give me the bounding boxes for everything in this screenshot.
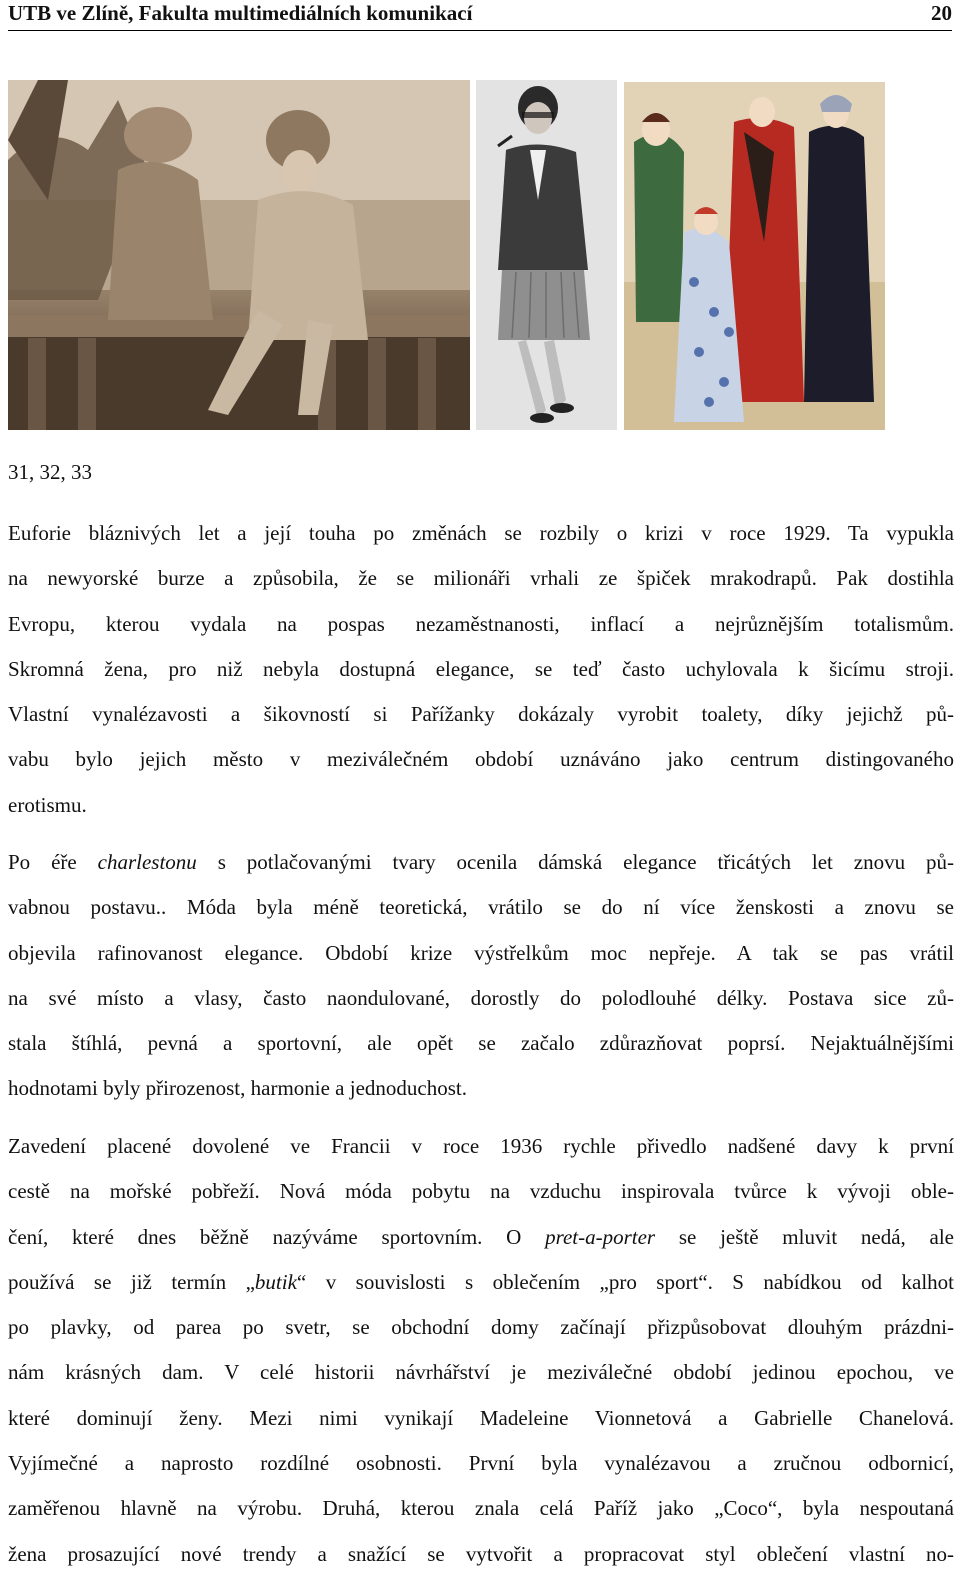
paragraph-1-line: na newyorské burze a způsobila, že se milionáři vrhali ze špiček mrakodrapů. Pak dostihla: [8, 566, 954, 591]
photo-woman-blazer: [476, 80, 617, 430]
paragraph-1-line: Vlastní vynalézavosti a šikovností si Pařížanky dokázaly vyrobit toalety, díky jejichž pů-: [8, 702, 954, 727]
paragraph-1-line: erotismu.: [8, 792, 87, 817]
paragraph-3-line: Vyjímečné a naprosto rozdílné osobnosti. První byla vynalézavou a zručnou odbornicí,: [8, 1451, 954, 1476]
paragraph-3-line: [8, 1260, 954, 1305]
text-run: Po éře: [8, 850, 98, 874]
illustration-fashion-women-art: [624, 82, 885, 430]
paragraph-1-line: vabu bylo jejich město v meziválečném období uznáváno jako centrum distingovaného: [8, 747, 954, 772]
photo-woman-blazer-art: [476, 80, 617, 430]
paragraph-3-line: Zavedení placené dovolené ve Francii v roce 1936 rychle přivedlo nadšené davy k první: [8, 1134, 954, 1158]
paragraph-2-line: na své místo a vlasy, často naondulované, dorostly do polodlouhé délky. Postava sice zů-: [8, 985, 954, 1010]
text-run: “ v souvislosti s oblečením „pro sport“. S nabídkou od kalhot: [296, 1269, 954, 1294]
page-header: [8, 0, 952, 31]
paragraph-3-line: žena prosazující nové trendy a snažící se vytvořit a propracovat styl oblečení vlastní no-: [8, 1541, 954, 1566]
paragraph-3-line: [8, 1215, 954, 1260]
paragraph-2-line: objevila rafinovanost elegance. Období krize výstřelkům moc nepřeje. A tak se pas vrátil: [8, 940, 954, 965]
header-title: UTB ve Zlíně, Fakulta multimediálních komunikací: [8, 1, 473, 25]
italic-term: butik: [254, 1269, 297, 1294]
paragraph-3-line: které dominují ženy. Mezi nimi vynikají Madeleine Vionnetová a Gabrielle Chanelová.: [8, 1405, 954, 1430]
photo-women-seaside-art: [8, 80, 470, 430]
paragraph-2-line: vabnou postavu.. Móda byla méně teoretická, vrátilo se do ní více ženskosti a znovu se: [8, 895, 954, 920]
page-number: 20: [931, 1, 952, 25]
paragraph-1-line: Evropu, kterou vydala na pospas nezaměstnanosti, inflací a nejrůznějším totalismům.: [8, 611, 954, 636]
paragraph-2-line: stala štíhlá, pevná a sportovní, ale opět se začalo zdůrazňovat poprsí. Nejaktuálnějšími: [8, 1031, 954, 1056]
text-run: používá se již termín „: [8, 1269, 255, 1294]
paragraph-1: [8, 511, 954, 828]
text-run: se ještě mluvit nedá, ale: [655, 1224, 955, 1249]
paragraph-3-line: cestě na mořské pobřeží. Nová móda pobytu na vzduchu inspirovala tvůrce k vývoji oble-: [8, 1179, 954, 1204]
paragraph-3: [8, 1124, 954, 1577]
text-run: čení, které dnes běžně nazýváme sportovním. O: [8, 1224, 546, 1249]
photo-women-seaside: [8, 80, 470, 430]
paragraph-3-line: nám krásných dam. V celé historii návrhářství je meziválečné období jedinou epochou, ve: [8, 1360, 954, 1385]
italic-term: pret-a-porter: [545, 1224, 656, 1249]
text-run: s potlačovanými tvary ocenila dámská elegance třicátých let znovu pů-: [196, 850, 954, 874]
figure-caption: 31, 32, 33: [8, 460, 92, 484]
illustration-fashion-women: [624, 82, 885, 430]
paragraph-2-line: hodnotami byly přirozenost, harmonie a jednoduchost.: [8, 1076, 467, 1101]
paragraph-3-line: po plavky, od parea po svetr, se obchodní domy začínají přizpůsobovat dlouhým prázdni-: [8, 1315, 954, 1340]
paragraph-1-line: Euforie bláznivých let a její touha po změnách se rozbily o krizi v roce 1929. Ta vypukla: [8, 521, 954, 545]
italic-term: charlestonu: [97, 850, 197, 874]
paragraph-2-line: [8, 840, 954, 885]
paragraph-2: [8, 840, 954, 1112]
paragraph-3-line: zaměřenou hlavně na výrobu. Druhá, kterou znala celá Paříž jako „Coco“, byla nespoutaná: [8, 1496, 954, 1521]
paragraph-1-line: Skromná žena, pro niž nebyla dostupná elegance, se teď často uchylovala k šicímu stroji.: [8, 656, 954, 681]
